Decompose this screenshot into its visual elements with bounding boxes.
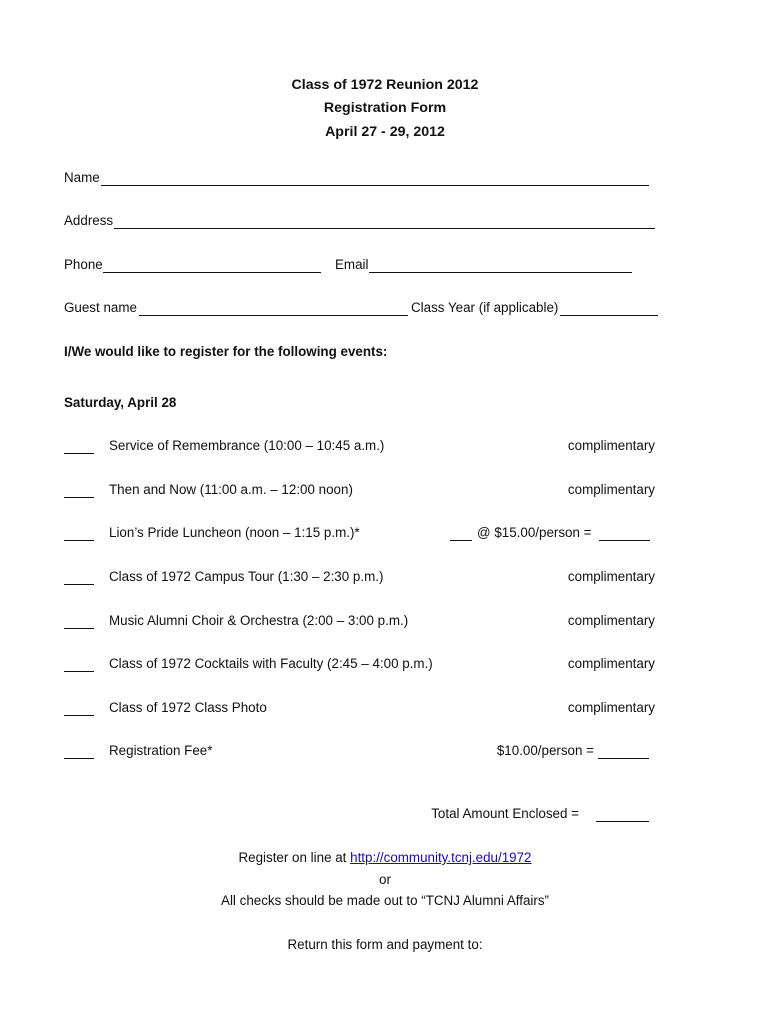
event-label: Class of 1972 Class Photo [109,700,267,715]
register-online-line [0,851,770,864]
form-title-line-1: Class of 1972 Reunion 2012 [291,77,479,93]
event-checkbox-line[interactable] [64,670,94,672]
class-year-field[interactable] [560,314,658,316]
event-label: Music Alumni Choir & Orchestra (2:00 – 3:00 p.m.) [109,613,409,628]
event-checkbox-line[interactable] [64,757,94,759]
event-checkbox-line[interactable] [64,714,94,716]
address-label: Address [64,213,114,228]
register-online-prefix: Register on line at [238,850,347,865]
name-field[interactable] [101,184,649,186]
email-label: Email [335,257,369,272]
form-date-range: April 27 - 29, 2012 [325,124,445,140]
registration-fee-amount-field[interactable] [598,757,649,759]
or-text: or [379,872,391,887]
guest-name-field[interactable] [139,314,408,316]
event-label: Registration Fee* [109,743,213,758]
event-label: Class of 1972 Cocktails with Faculty (2:45 – 4:00 p.m.) [109,656,433,671]
form-title-line-2: Registration Form [323,100,447,116]
email-field[interactable] [369,271,632,273]
event-label: Then and Now (11:00 a.m. – 12:00 noon) [109,482,353,497]
luncheon-amount-field[interactable] [599,539,650,541]
event-checkbox-line[interactable] [64,452,94,454]
address-field[interactable] [114,227,655,229]
events-intro: I/We would like to register for the following events: [64,344,388,359]
event-checkbox-line[interactable] [64,496,94,498]
luncheon-quantity-field[interactable] [450,539,472,541]
event-price: $10.00/person = [496,743,594,758]
return-instructions: Return this form and payment to: [287,937,483,952]
event-price: complimentary [567,482,655,497]
event-day-heading: Saturday, April 28 [64,395,177,410]
name-label: Name [64,170,100,185]
event-price: complimentary [567,613,655,628]
event-label: Service of Remembrance (10:00 – 10:45 a.m.) [109,438,385,453]
phone-label: Phone [64,257,103,272]
guest-name-label: Guest name [64,300,137,315]
event-checkbox-line[interactable] [64,583,94,585]
event-label: Lion’s Pride Luncheon (noon – 1:15 p.m.)* [109,525,360,540]
phone-field[interactable] [103,271,321,273]
event-price: @ $15.00/person = [477,525,592,540]
event-label: Class of 1972 Campus Tour (1:30 – 2:30 p.m.) [109,569,384,584]
event-price: complimentary [567,700,655,715]
total-amount-field[interactable] [596,820,649,822]
class-year-label: Class Year (if applicable) [411,300,559,315]
event-checkbox-line[interactable] [64,539,94,541]
event-price: complimentary [567,656,655,671]
event-price: complimentary [567,438,655,453]
event-checkbox-line[interactable] [64,627,94,629]
checks-payable-text: All checks should be made out to “TCNJ Alumni Affairs” [221,893,549,908]
total-label: Total Amount Enclosed = [431,806,579,821]
register-online-link[interactable]: http://community.tcnj.edu/1972 [350,850,532,865]
event-price: complimentary [567,569,655,584]
